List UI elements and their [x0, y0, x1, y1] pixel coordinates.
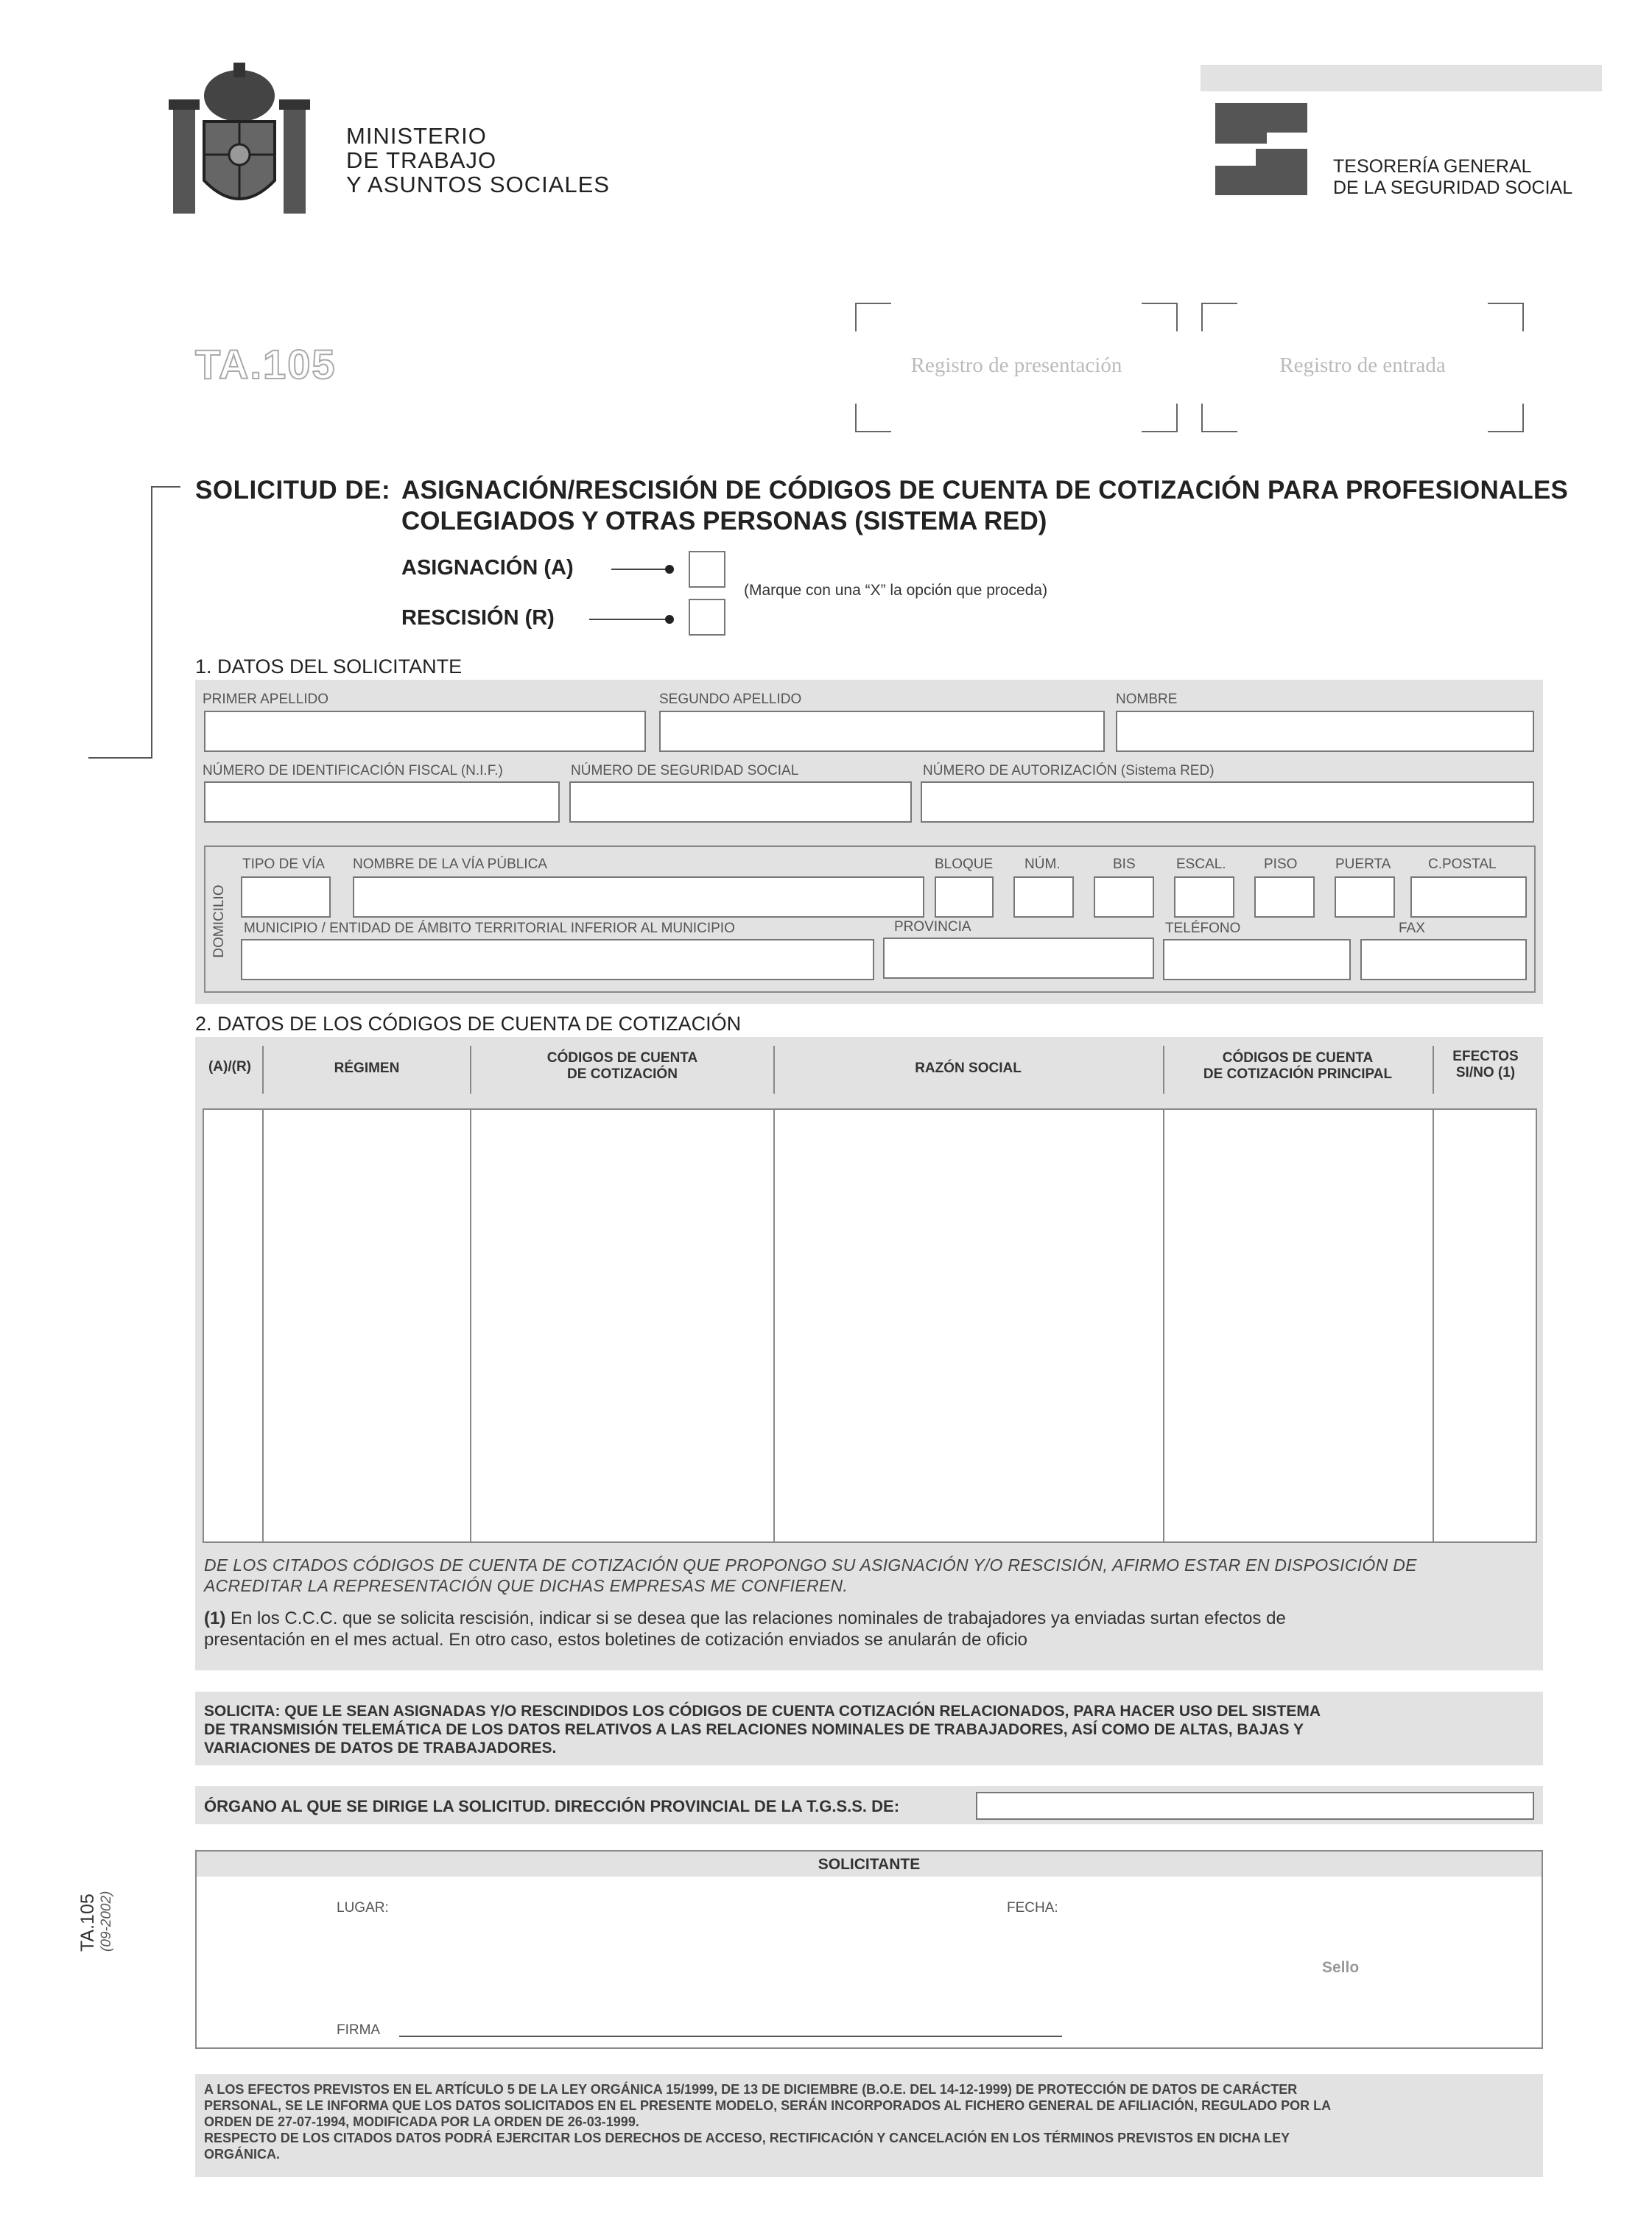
- puerta-field[interactable]: [1335, 876, 1395, 918]
- autorizacion-label: NÚMERO DE AUTORIZACIÓN (Sistema RED): [923, 763, 1215, 778]
- ccc-table-body[interactable]: [203, 1108, 1537, 1543]
- col-ccc-line-2: DE COTIZACIÓN: [567, 1066, 678, 1082]
- legal-text: [204, 2081, 1331, 2162]
- asignacion-dot: [665, 565, 674, 574]
- tipo-via-label: TIPO DE VÍA: [242, 857, 325, 872]
- legal-line-4: RESPECTO DE LOS CITADOS DATOS PODRÁ EJERCITAR LOS DERECHOS DE ACCESO, RECTIFICACIÓN Y CANCELACIÓN EN LOS TÉRMINOS PREVISTOS EN DICHA LEY: [204, 2131, 1290, 2145]
- primer-apellido-label: PRIMER APELLIDO: [203, 692, 329, 707]
- col-principal: [1164, 1050, 1431, 1083]
- ministry-line-1: MINISTERIO: [346, 123, 487, 149]
- fax-field[interactable]: [1360, 939, 1527, 980]
- fecha-label: FECHA:: [1007, 1900, 1058, 1916]
- section1-panel: [195, 680, 1543, 1004]
- header-divider: [1163, 1046, 1164, 1094]
- nombre-label: NOMBRE: [1116, 692, 1178, 707]
- nombre-via-label: NOMBRE DE LA VÍA PÚBLICA: [353, 857, 547, 872]
- registro-entrada-label: Registro de entrada: [1279, 354, 1446, 377]
- rescision-checkbox[interactable]: [689, 599, 725, 636]
- num-field[interactable]: [1013, 876, 1074, 918]
- firma-label: FIRMA: [337, 2022, 381, 2038]
- provincia-label: PROVINCIA: [894, 919, 971, 935]
- note-line-1: En los C.C.C. que se solicita rescisión, indicar si se desea que las relaciones nominales de trabajadores ya enviadas surtan efectos de: [231, 1608, 1286, 1628]
- num-label: NÚM.: [1024, 857, 1061, 872]
- title-line-1: ASIGNACIÓN/RESCISIÓN DE CÓDIGOS DE CUENTA DE COTIZACIÓN PARA PROFESIONALES: [401, 476, 1569, 504]
- declaration-line-2: ACREDITAR LA REPRESENTACIÓN QUE DICHAS EMPRESAS ME CONFIEREN.: [204, 1576, 848, 1595]
- rescision-label: RESCISIÓN (R): [401, 606, 555, 630]
- tgss-name: [1333, 156, 1572, 199]
- title-line-2: COLEGIADOS Y OTRAS PERSONAS (SISTEMA RED): [401, 507, 1047, 535]
- solicita-text: [204, 1702, 1321, 1757]
- rescision-leader: [589, 619, 670, 620]
- provincia-field[interactable]: [883, 938, 1154, 979]
- asignacion-leader: [611, 569, 670, 570]
- legal-line-1: A LOS EFECTOS PREVISTOS EN EL ARTÍCULO 5 DE LA LEY ORGÁNICA 15/1999, DE 13 DE DICIEMBRE (B.O.E. DEL 14-12-1999) DE PROTECCIÓN DE DATOS DE CARÁCTER: [204, 2082, 1298, 2097]
- ministry-line-2: DE TRABAJO: [346, 147, 497, 173]
- nss-field[interactable]: [569, 781, 912, 823]
- table-column-divider: [262, 1110, 264, 1541]
- ministry-line-3: Y ASUNTOS SOCIALES: [346, 172, 610, 197]
- table-column-divider: [773, 1110, 775, 1541]
- registro-presentacion-box: [854, 302, 1178, 433]
- lugar-label: LUGAR:: [337, 1900, 389, 1916]
- organo-panel: [195, 1786, 1543, 1824]
- solicitante-header: [197, 1852, 1542, 1877]
- fax-label: FAX: [1399, 921, 1425, 936]
- col-principal-line-2: DE COTIZACIÓN PRINCIPAL: [1203, 1066, 1393, 1082]
- registro-entrada-box: [1201, 302, 1525, 433]
- bis-field[interactable]: [1094, 876, 1154, 918]
- fold-mark-top: [151, 486, 180, 488]
- organo-field[interactable]: [976, 1792, 1534, 1820]
- bloque-field[interactable]: [935, 876, 994, 918]
- organo-label: ÓRGANO AL QUE SE DIRIGE LA SOLICITUD. DIRECCIÓN PROVINCIAL DE LA T.G.S.S. DE:: [204, 1797, 900, 1815]
- col-efectos-line-1: EFECTOS: [1452, 1049, 1519, 1064]
- col-efectos-line-2: SI/NO (1): [1455, 1065, 1516, 1080]
- col-ccc: [471, 1050, 773, 1083]
- domicilio-label: DOMICILIO: [211, 885, 227, 958]
- table-column-divider: [1433, 1110, 1434, 1541]
- option-hint: (Marque con una “X” la opción que proceda): [744, 582, 1048, 599]
- legal-line-2: PERSONAL, SE LE INFORMA QUE LOS DATOS SOLICITADOS EN EL PRESENTE MODELO, SERÁN INCORPORADOS AL FICHERO GENERAL DE AFILIACIÓN, REGULADO POR LA: [204, 2098, 1332, 2113]
- bis-label: BIS: [1113, 857, 1136, 872]
- bloque-label: BLOQUE: [935, 857, 994, 872]
- asignacion-checkbox[interactable]: [689, 551, 725, 588]
- asignacion-label: ASIGNACIÓN (A): [401, 556, 574, 580]
- col-razon: RAZÓN SOCIAL: [915, 1061, 1022, 1076]
- rescision-dot: [665, 615, 674, 624]
- piso-label: PISO: [1264, 857, 1298, 872]
- table-column-divider: [470, 1110, 471, 1541]
- side-form-code: [77, 1849, 122, 1952]
- solicita-line-2: DE TRANSMISIÓN TELEMÁTICA DE LOS DATOS RELATIVOS A LAS RELACIONES NOMINALES DE TRABAJADORES, ASÍ COMO DE ALTAS, BAJAS Y: [204, 1721, 1304, 1738]
- ministry-name: [346, 124, 610, 197]
- sello-label: Sello: [1322, 1959, 1360, 1976]
- legal-line-5: ORGÁNICA.: [204, 2147, 280, 2162]
- firma-line[interactable]: [399, 2036, 1062, 2037]
- solicita-line-3: VARIACIONES DE DATOS DE TRABAJADORES.: [204, 1740, 557, 1756]
- escal-label: ESCAL.: [1176, 857, 1226, 872]
- cpostal-label: C.POSTAL: [1428, 857, 1497, 872]
- declaration-text: [204, 1555, 1417, 1596]
- col-ccc-line-1: CÓDIGOS DE CUENTA: [546, 1050, 698, 1066]
- coat-of-arms: [166, 59, 313, 221]
- title-prefix: SOLICITUD DE:: [195, 476, 391, 504]
- side-code: TA.105: [77, 1893, 98, 1952]
- solicita-line-1: SOLICITA: QUE LE SEAN ASIGNADAS Y/O RESCINDIDOS LOS CÓDIGOS DE CUENTA COTIZACIÓN RELACIONADOS, PARA HACER USO DEL SISTEMA: [204, 1703, 1321, 1720]
- nombre-field[interactable]: [1116, 711, 1534, 752]
- header-band: [1201, 65, 1602, 91]
- nss-label: NÚMERO DE SEGURIDAD SOCIAL: [571, 763, 799, 778]
- legal-line-3: ORDEN DE 27-07-1994, MODIFICADA POR LA ORDEN DE 26-03-1999.: [204, 2114, 639, 2129]
- escal-field[interactable]: [1174, 876, 1234, 918]
- col-regimen: RÉGIMEN: [334, 1061, 400, 1076]
- municipio-field[interactable]: [241, 939, 874, 980]
- note-line-2: presentación en el mes actual. En otro caso, estos boletines de cotización enviados se anularán de oficio: [204, 1630, 1028, 1650]
- solicita-panel: [195, 1692, 1543, 1765]
- registro-presentacion-label: Registro de presentación: [910, 354, 1122, 377]
- fold-mark-line: [151, 486, 152, 759]
- form-code: TA.105: [195, 341, 337, 387]
- solicitante-header-label: SOLICITANTE: [818, 1856, 921, 1873]
- section2-title: 2. DATOS DE LOS CÓDIGOS DE CUENTA DE COTIZACIÓN: [195, 1013, 742, 1035]
- telefono-field[interactable]: [1163, 939, 1351, 980]
- autorizacion-field[interactable]: [921, 781, 1534, 823]
- cpostal-field[interactable]: [1410, 876, 1527, 918]
- puerta-label: PUERTA: [1335, 857, 1391, 872]
- legal-panel: [195, 2074, 1543, 2177]
- header-divider: [470, 1046, 471, 1094]
- segundo-apellido-field[interactable]: [659, 711, 1105, 752]
- nombre-via-field[interactable]: [353, 876, 924, 918]
- fold-mark-bottom: [88, 757, 152, 759]
- col-ar: (A)/(R): [208, 1059, 252, 1075]
- header-divider: [1433, 1046, 1434, 1094]
- declaration-line-1: DE LOS CITADOS CÓDIGOS DE CUENTA DE COTIZACIÓN QUE PROPONGO SU ASIGNACIÓN Y/O RESCISIÓN, AFIRMO ESTAR EN DISPOSICIÓN DE: [204, 1555, 1417, 1575]
- tgss-line-1: TESORERÍA GENERAL: [1333, 156, 1532, 177]
- col-principal-line-1: CÓDIGOS DE CUENTA: [1222, 1050, 1374, 1066]
- telefono-label: TELÉFONO: [1165, 921, 1241, 936]
- primer-apellido-field[interactable]: [204, 711, 646, 752]
- note-marker: (1): [204, 1608, 226, 1628]
- solicitante-box: [195, 1850, 1543, 2049]
- note-text: [204, 1608, 1286, 1650]
- piso-field[interactable]: [1254, 876, 1315, 918]
- col-efectos: [1434, 1049, 1537, 1081]
- nif-field[interactable]: [204, 781, 560, 823]
- header-divider: [773, 1046, 775, 1094]
- header-divider: [262, 1046, 264, 1094]
- side-code-date: (09-2002): [99, 1891, 114, 1952]
- tipo-via-field[interactable]: [241, 876, 331, 918]
- section1-title: 1. DATOS DEL SOLICITANTE: [195, 655, 463, 678]
- tgss-logo: [1215, 103, 1307, 195]
- domicilio-frame: [204, 845, 1536, 993]
- table-column-divider: [1163, 1110, 1164, 1541]
- segundo-apellido-label: SEGUNDO APELLIDO: [659, 692, 802, 707]
- municipio-label: MUNICIPIO / ENTIDAD DE ÁMBITO TERRITORIAL INFERIOR AL MUNICIPIO: [244, 921, 735, 936]
- section2-panel: [195, 1037, 1543, 1670]
- tgss-line-2: DE LA SEGURIDAD SOCIAL: [1333, 177, 1573, 198]
- nif-label: NÚMERO DE IDENTIFICACIÓN FISCAL (N.I.F.): [203, 763, 503, 778]
